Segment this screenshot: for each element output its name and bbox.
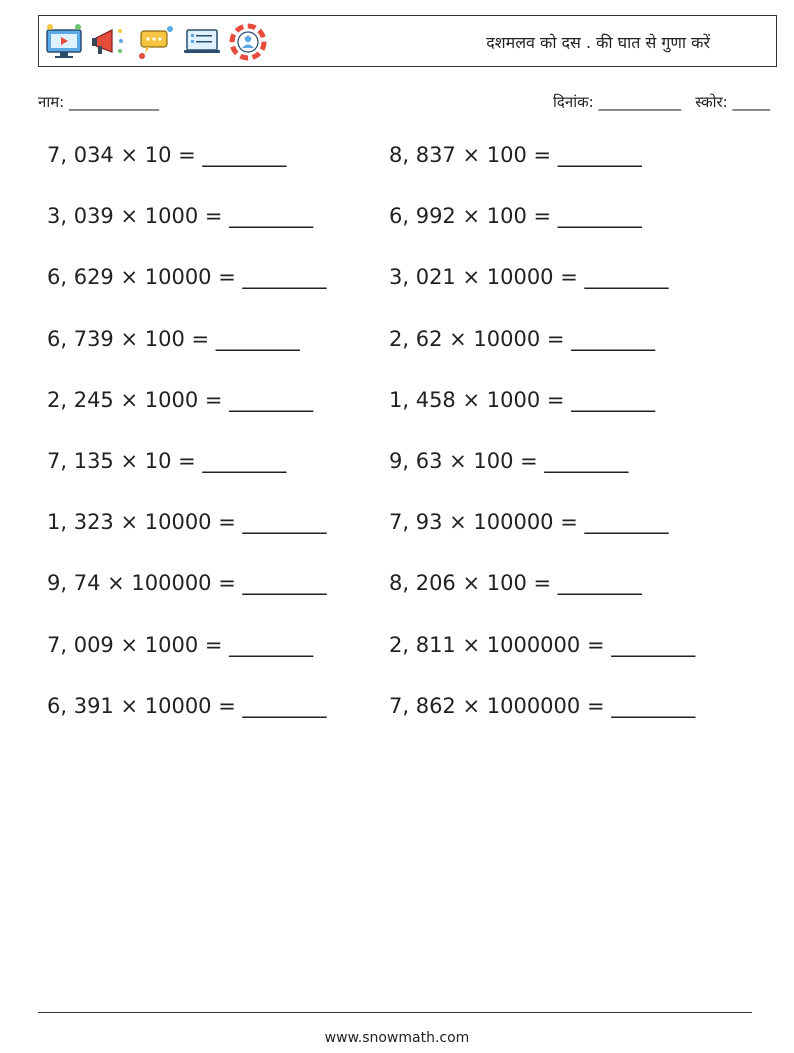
problem-item: 7, 862 × 1000000 = ________ bbox=[389, 693, 696, 718]
name-blank: ____________ bbox=[69, 93, 160, 111]
problem-item: 6, 391 × 10000 = ________ bbox=[47, 693, 327, 718]
problem-item: 2, 245 × 1000 = ________ bbox=[47, 387, 314, 412]
footer-url: www.snowmath.com bbox=[324, 1030, 470, 1046]
problem-item: 7, 93 × 100000 = ________ bbox=[389, 510, 669, 535]
laptop-checklist-icon bbox=[182, 22, 222, 62]
problem-item: 8, 206 × 100 = ________ bbox=[389, 571, 642, 596]
worksheet-header bbox=[38, 15, 777, 67]
chat-bubbles-icon bbox=[136, 22, 176, 62]
date-blank: ___________ bbox=[598, 93, 681, 111]
problem-item: 2, 811 × 1000000 = ________ bbox=[389, 632, 696, 657]
problem-item: 6, 629 × 10000 = ________ bbox=[47, 265, 327, 290]
problem-item: 7, 009 × 1000 = ________ bbox=[47, 632, 314, 657]
problem-item: 9, 74 × 100000 = ________ bbox=[47, 571, 327, 596]
name-label: नाम: bbox=[38, 93, 65, 111]
score-blank: _____ bbox=[732, 93, 770, 111]
problem-item: 8, 837 × 100 = ________ bbox=[389, 143, 642, 167]
name-field bbox=[38, 92, 159, 112]
worksheet-title: दशमलव को दस . की घात से गुणा करें bbox=[486, 33, 710, 52]
footer-divider bbox=[38, 1012, 752, 1013]
problem-item: 9, 63 × 100 = ________ bbox=[389, 449, 629, 473]
problem-item: 1, 323 × 10000 = ________ bbox=[47, 510, 327, 535]
score-label: स्कोर: bbox=[695, 93, 728, 111]
problem-item: 2, 62 × 10000 = ________ bbox=[389, 326, 656, 351]
megaphone-icon bbox=[90, 22, 130, 62]
problem-item: 7, 034 × 10 = ________ bbox=[47, 143, 287, 167]
date-score-fields bbox=[553, 92, 770, 112]
problem-item: 6, 739 × 100 = ________ bbox=[47, 326, 300, 351]
header-icons bbox=[44, 20, 268, 64]
date-label: दिनांक: bbox=[553, 93, 594, 111]
problem-item: 3, 021 × 10000 = ________ bbox=[389, 265, 669, 290]
monitor-video-icon bbox=[44, 22, 84, 62]
problem-item: 1, 458 × 1000 = ________ bbox=[389, 387, 656, 412]
problem-item: 7, 135 × 10 = ________ bbox=[47, 449, 287, 473]
problem-item: 6, 992 × 100 = ________ bbox=[389, 204, 642, 229]
user-lifebuoy-icon bbox=[228, 22, 268, 62]
problem-item: 3, 039 × 1000 = ________ bbox=[47, 204, 314, 229]
